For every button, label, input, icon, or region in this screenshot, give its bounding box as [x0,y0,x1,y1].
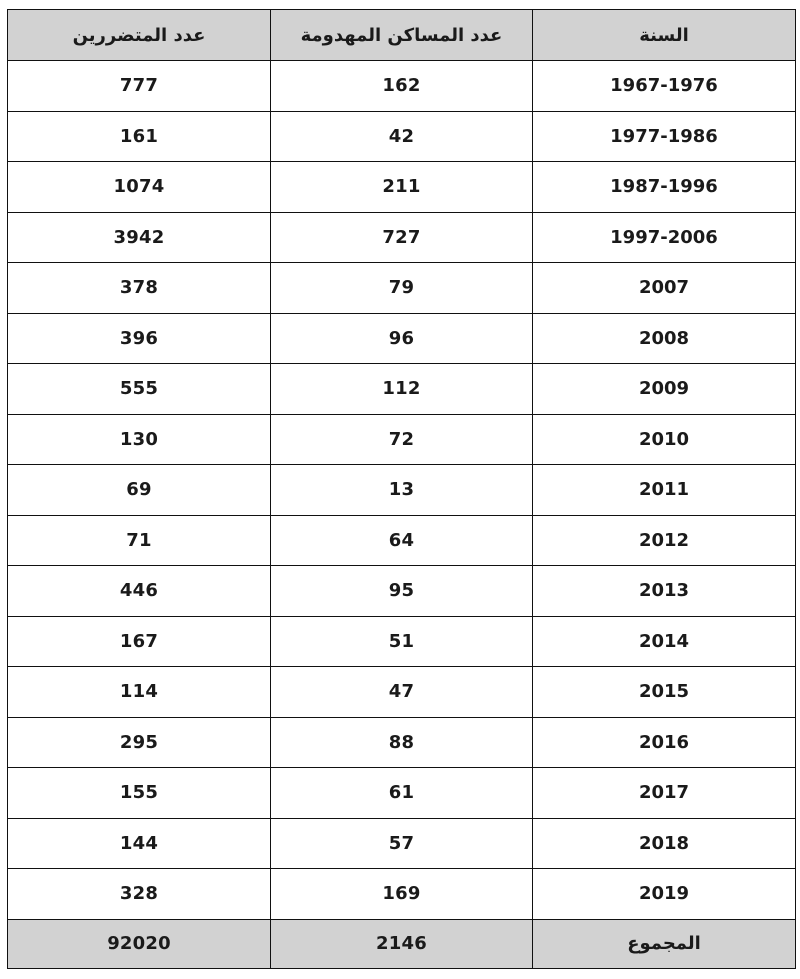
cell-demolished-homes: 95 [271,566,533,617]
cell-year: 2008 [533,313,796,364]
total-row [8,919,796,968]
cell-affected-people: 396 [8,313,271,364]
table-row [8,566,796,617]
cell-demolished-homes: 96 [271,313,533,364]
table-row [8,869,796,920]
cell-demolished-homes: 47 [271,667,533,718]
cell-year: 2018 [533,818,796,869]
cell-year: 2015 [533,667,796,718]
cell-year: 2014 [533,616,796,667]
cell-year: 2011 [533,465,796,516]
cell-demolished-homes: 112 [271,364,533,415]
cell-affected-people: 155 [8,768,271,819]
cell-year: 1997-2006 [533,212,796,263]
cell-demolished-homes: 72 [271,414,533,465]
cell-demolished-homes: 162 [271,61,533,112]
cell-affected-people: 1074 [8,162,271,213]
cell-affected-people: 378 [8,263,271,314]
cell-year: 2019 [533,869,796,920]
header-year: السنة [533,10,796,61]
table-row [8,364,796,415]
cell-affected-people: 69 [8,465,271,516]
cell-year: 2016 [533,717,796,768]
cell-year: 1967-1976 [533,61,796,112]
data-table-container [7,9,792,969]
cell-affected-people: 71 [8,515,271,566]
table-row [8,111,796,162]
cell-year: 2009 [533,364,796,415]
cell-year: 2007 [533,263,796,314]
table-footer [8,919,796,968]
cell-affected-people: 555 [8,364,271,415]
table-row [8,313,796,364]
cell-year: 2013 [533,566,796,617]
cell-affected-people: 3942 [8,212,271,263]
table-row [8,414,796,465]
cell-year: 2010 [533,414,796,465]
cell-affected-people: 295 [8,717,271,768]
table-row [8,465,796,516]
table-row [8,818,796,869]
cell-affected-people: 144 [8,818,271,869]
table-row [8,212,796,263]
table-row [8,768,796,819]
cell-demolished-homes: 727 [271,212,533,263]
cell-demolished-homes: 57 [271,818,533,869]
cell-affected-people: 130 [8,414,271,465]
total-demolished-homes: 2146 [271,919,533,968]
cell-affected-people: 777 [8,61,271,112]
cell-affected-people: 114 [8,667,271,718]
table-row [8,515,796,566]
table-row [8,717,796,768]
header-row [8,10,796,61]
total-affected-people: 92020 [8,919,271,968]
table-row [8,61,796,112]
table-row [8,162,796,213]
table-body [8,61,796,920]
table-header [8,10,796,61]
header-affected-people: عدد المتضررين [8,10,271,61]
cell-demolished-homes: 64 [271,515,533,566]
cell-affected-people: 161 [8,111,271,162]
cell-demolished-homes: 211 [271,162,533,213]
cell-demolished-homes: 169 [271,869,533,920]
cell-year: 1977-1986 [533,111,796,162]
cell-year: 2017 [533,768,796,819]
table-row [8,667,796,718]
table-row [8,616,796,667]
table-row [8,263,796,314]
header-demolished-homes: عدد المساكن المهدومة [271,10,533,61]
cell-demolished-homes: 13 [271,465,533,516]
cell-demolished-homes: 51 [271,616,533,667]
cell-affected-people: 446 [8,566,271,617]
cell-demolished-homes: 61 [271,768,533,819]
cell-affected-people: 328 [8,869,271,920]
cell-affected-people: 167 [8,616,271,667]
cell-demolished-homes: 42 [271,111,533,162]
cell-demolished-homes: 88 [271,717,533,768]
cell-year: 2012 [533,515,796,566]
cell-demolished-homes: 79 [271,263,533,314]
cell-year: 1987-1996 [533,162,796,213]
total-label: المجموع [533,919,796,968]
demolitions-table [7,9,796,969]
